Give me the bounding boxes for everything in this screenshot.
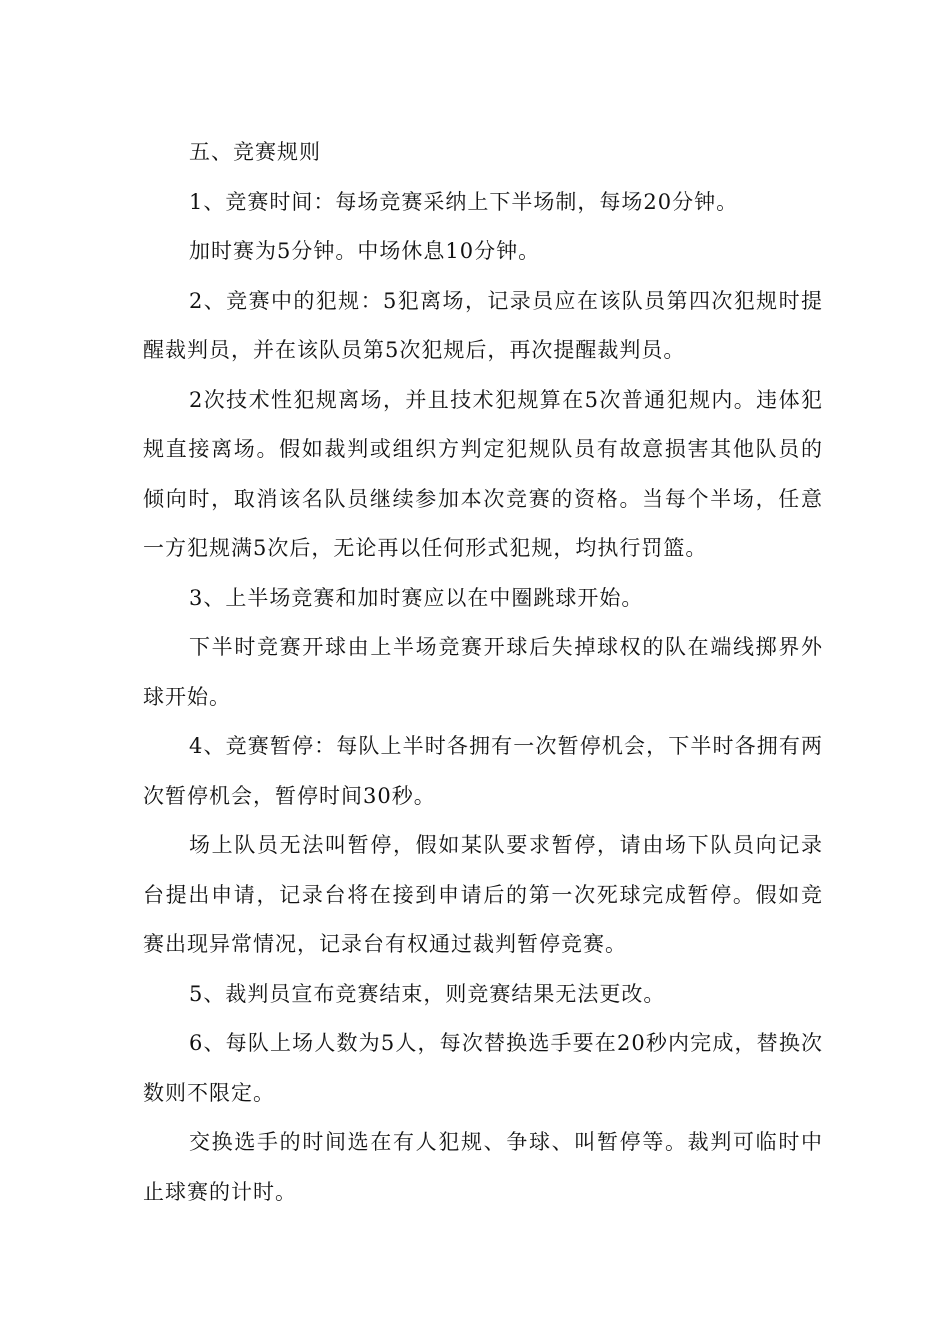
document-body bbox=[143, 128, 823, 1217]
section-heading: 五、竞赛规则 bbox=[189, 140, 321, 164]
paragraph-overtime: 加时赛为5分钟。中场休息10分钟。 bbox=[189, 239, 541, 263]
paragraph-substitution-timing: 交换选手的时间选在有人犯规、争球、叫暂停等。裁判可临时中止球赛的计时。 bbox=[143, 1130, 823, 1204]
paragraph-rule-1: 1、竞赛时间：每场竞赛采纳上下半场制，每场20分钟。 bbox=[189, 189, 739, 214]
paragraph-technical-fouls: 2次技术性犯规离场，并且技术犯规算在5次普通犯规内。违体犯规直接离场。假如裁判或组织方判定犯规队员有故意损害其他队员的倾向时，取消该名队员继续参加本次竞赛的资格。当每个半场，任意一方犯规满5次后，无论再以任何形式犯规，均执行罚篮。 bbox=[143, 387, 823, 560]
paragraph-rule-6: 6、每队上场人数为5人，每次替换选手要在20秒内完成，替换次数则不限定。 bbox=[143, 1031, 823, 1105]
paragraph-rule-3: 3、上半场竞赛和加时赛应以在中圈跳球开始。 bbox=[189, 585, 644, 610]
paragraph-rule-5: 5、裁判员宣布竞赛结束，则竞赛结果无法更改。 bbox=[189, 981, 666, 1006]
paragraph-rule-4: 4、竞赛暂停：每队上半时各拥有一次暂停机会，下半时各拥有两次暂停机会，暂停时间30秒。 bbox=[143, 734, 823, 808]
paragraph-rule-2: 2、竞赛中的犯规：5犯离场，记录员应在该队员第四次犯规时提醒裁判员，并在该队员第5次犯规后，再次提醒裁判员。 bbox=[143, 288, 823, 362]
paragraph-timeout-request: 场上队员无法叫暂停，假如某队要求暂停，请由场下队员向记录台提出申请，记录台将在接到申请后的第一次死球完成暂停。假如竞赛出现异常情况，记录台有权通过裁判暂停竞赛。 bbox=[143, 833, 823, 956]
paragraph-second-half-start: 下半时竞赛开球由上半场竞赛开球后失掉球权的队在端线掷界外球开始。 bbox=[143, 635, 823, 709]
